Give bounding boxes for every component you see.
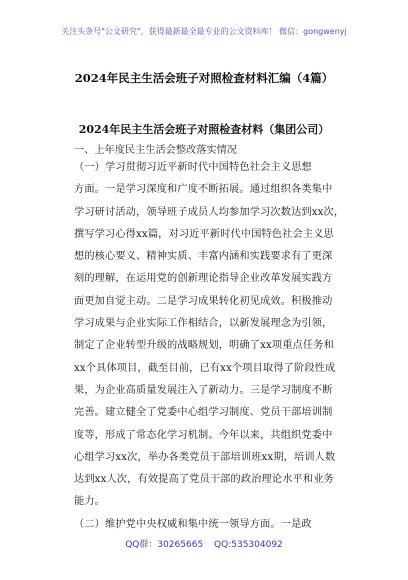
document-title: 2024年民主生活会班子对照检查材料汇编（4篇）	[74, 71, 334, 85]
body-line: （一）学习贯彻习近平新时代中国特色社会主义思想	[74, 162, 312, 173]
section-heading: 一、上年度民主生活会整改落实情况	[74, 145, 237, 156]
body-line: 能力。	[74, 496, 106, 508]
body-line: 方面。一是学习深度和广度不断拓展。通过组织各类集中	[74, 184, 333, 196]
footer-contact	[0, 537, 408, 550]
body-text	[74, 157, 344, 536]
footer-qq: QQ:535304092	[214, 540, 283, 550]
body-line: （二）维护党中央权威和集中统一领导方面。一是政	[74, 518, 312, 530]
body-line: 面更加自觉主动。二是学习成果转化初见成效。积极推动	[74, 295, 333, 307]
body-line: 学习研讨活动，领导班子成员人均参加学习次数达到xx次，	[74, 206, 345, 218]
body-line: 完善。建立健全了党委中心组学习制度、党员干部培训制	[74, 407, 333, 419]
body-line: 刻的理解，在运用党的创新理论指导企业改革发展实践方	[74, 273, 333, 285]
header-banner: 关注头条号"公文研究"，获得最新最全最专业的公文资料库！ 微信：gongwenyj	[61, 27, 347, 36]
footer-qq-group: QQ群：30265665	[125, 540, 204, 550]
body-line: xx个具体项目，截至目前，已有xx个项目取得了阶段性成	[74, 362, 336, 374]
body-line: 达到xx人次，有效提高了党员干部的政治理论水平和业务	[74, 474, 334, 486]
document-subtitle: 2024年民主生活会班子对照检查材料（集团公司）	[78, 123, 330, 136]
body-line: 果，为企业高质量发展注入了新动力。三是学习制度不断	[74, 384, 333, 396]
body-line: 学习成果与企业实际工作相结合，以新发展理念为引领，	[74, 318, 333, 330]
body-line: 度等，形成了常态化学习机制。今年以来，共组织党委中	[74, 429, 333, 441]
body-line: 心组学习xx次，举办各类党员干部培训班xx期，培训人数	[74, 451, 336, 463]
body-line: 制定了企业转型升级的战略规划，明确了xx项重点任务和	[74, 340, 334, 352]
body-line: 撰写学习心得xx篇，对习近平新时代中国特色社会主义思	[74, 228, 334, 240]
body-line: 想的核心要义、精神实质、丰富内涵和实践要求有了更深	[74, 251, 333, 263]
